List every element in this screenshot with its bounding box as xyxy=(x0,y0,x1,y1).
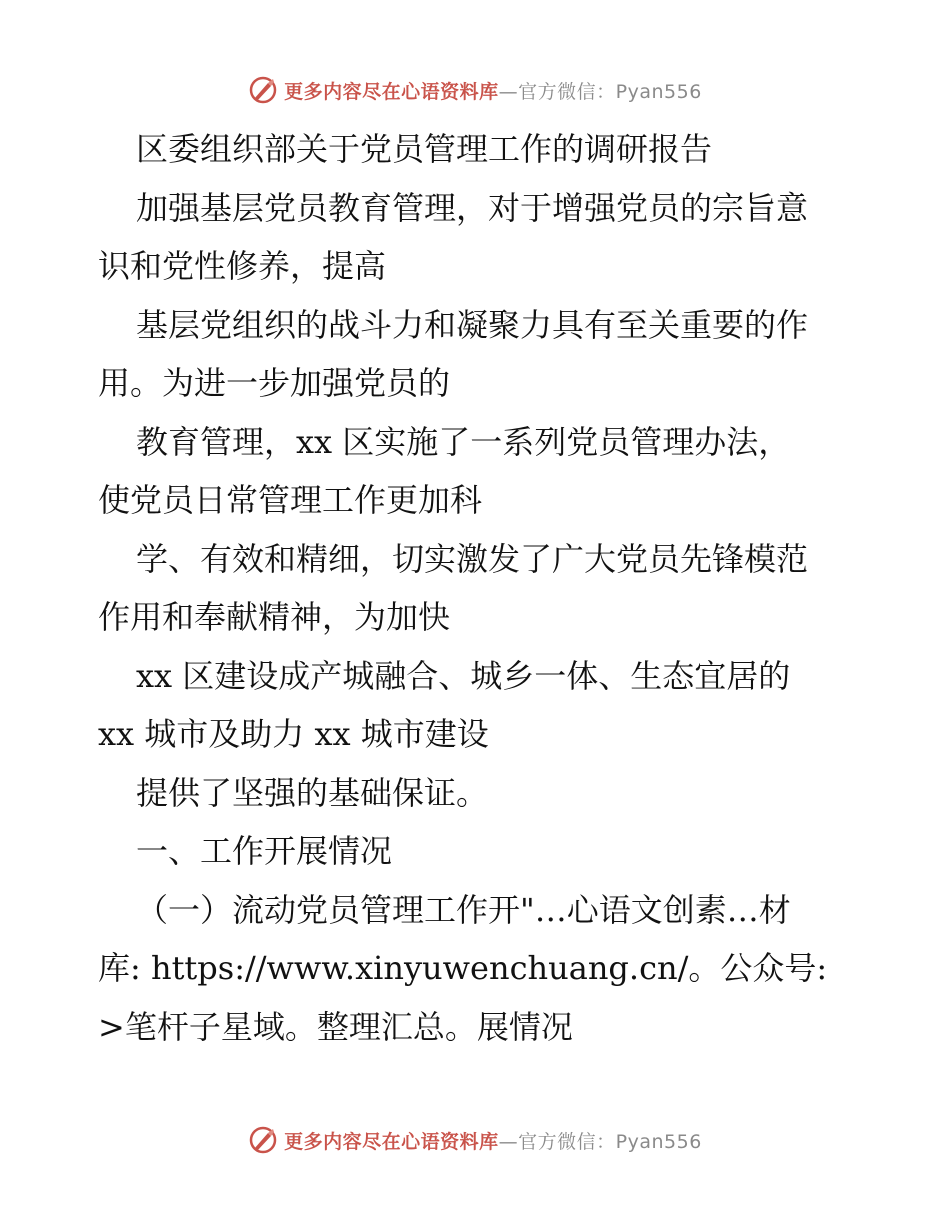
document-line: 识和党性修养，提高 xyxy=(98,247,387,285)
document-line: 使党员日常管理工作更加科 xyxy=(98,481,483,519)
document-line: 加强基层党员教育管理，对于增强党员的宗旨意 xyxy=(136,188,809,227)
footer-brand-text: 更多内容尽在心语资料库 xyxy=(284,1130,499,1153)
quill-logo-icon xyxy=(248,75,278,105)
document-line: （一）流动党员管理工作开"…心语文创素…材 xyxy=(136,890,791,929)
document-line: 区委组织部关于党员管理工作的调研报告 xyxy=(136,130,713,168)
document-line: 库: https://www.xinyuwenchuang.cn/。公众号: xyxy=(98,949,828,987)
footer-contact-text: —官方微信：Pyan556 xyxy=(498,1130,702,1153)
footer-watermark xyxy=(0,1120,950,1160)
quill-logo-icon xyxy=(248,1125,278,1155)
document-line: xx 区建设成产城融合、城乡一体、生态宜居的 xyxy=(136,656,791,695)
document-line: 用。为进一步加强党员的 xyxy=(98,364,451,402)
header-brand-text: 更多内容尽在心语资料库 xyxy=(284,80,499,103)
header-contact-text: —官方微信：Pyan556 xyxy=(498,80,702,103)
document-line: 作用和奉献精神，为加快 xyxy=(98,598,451,636)
document-line: 一、工作开展情况 xyxy=(136,832,393,870)
document-line: >笔杆子星域。整理汇总。展情况 xyxy=(98,1007,573,1046)
document-line: 基层党组织的战斗力和凝聚力具有至关重要的作 xyxy=(136,305,809,344)
document-body xyxy=(98,120,858,1056)
document-line: 学、有效和精细，切实激发了广大党员先锋模范 xyxy=(136,539,809,578)
document-line: xx 城市及助力 xx 城市建设 xyxy=(98,715,489,753)
header-watermark xyxy=(0,70,950,110)
document-line: 提供了坚强的基础保证。 xyxy=(136,773,489,812)
document-line: 教育管理，xx 区实施了一系列党员管理办法， xyxy=(136,422,791,461)
